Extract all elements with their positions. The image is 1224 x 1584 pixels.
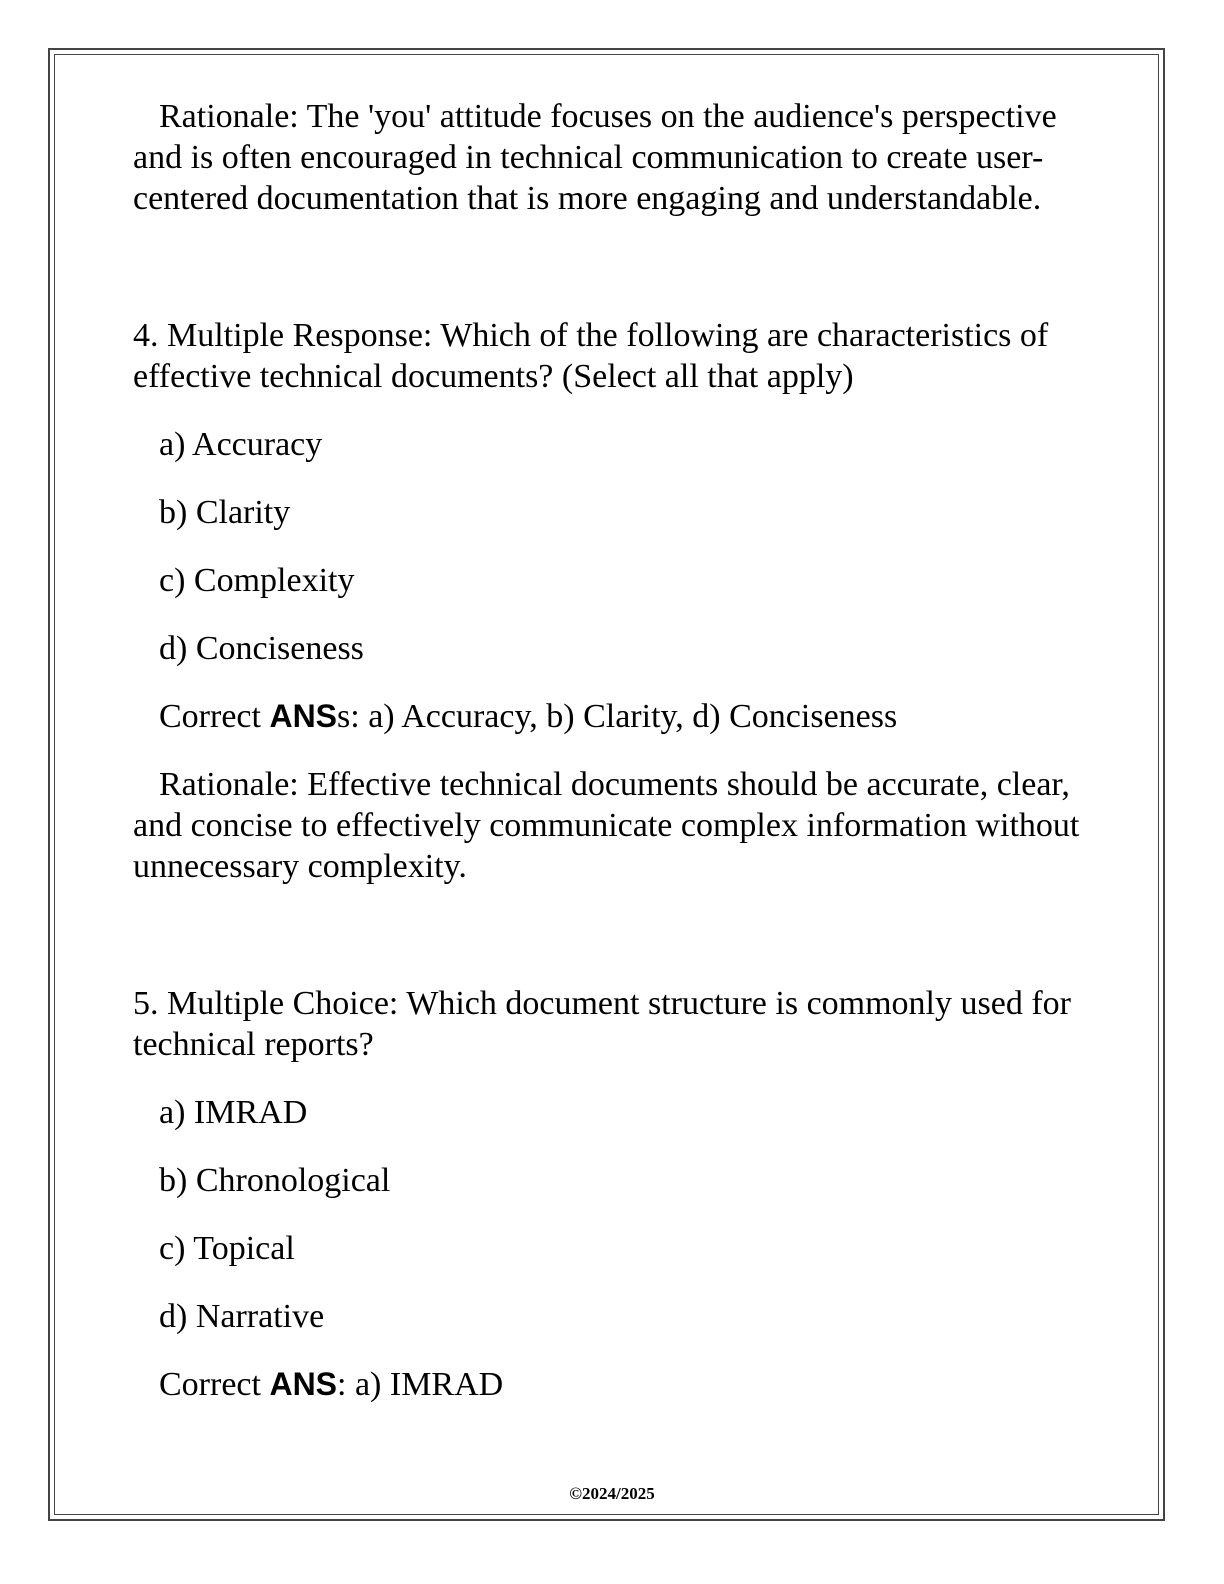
q4-correct-answer [133,696,1093,737]
q4-option-b: b) Clarity [159,494,291,531]
answer-value: : a) IMRAD [337,1366,504,1403]
q5-option-d: d) Narrative [159,1298,325,1335]
q5-option-b: b) Chronological [159,1162,391,1199]
document-body [133,96,1093,1405]
question-4-text: 4. Multiple Response: Which of the following are characteristics of effective technical documents? (Select all that apply) [133,317,1049,395]
q5-correct-answer [133,1364,1093,1405]
answer-value: s: a) Accuracy, b) Clarity, d) Conciseness [337,698,898,735]
answer-prefix: Correct [159,698,270,735]
spacer [133,887,1093,983]
rationale-text: Rationale: The 'you' attitude focuses on the audience's perspective and is often encouraged in technical communication to create user-centered documentation that is more engaging and understandable. [133,98,1057,217]
copyright-footer: ©2024/2025 [569,1484,655,1503]
q4-option-a: a) Accuracy [159,426,323,463]
q4-option-d: d) Conciseness [159,630,364,667]
question-5-text: 5. Multiple Choice: Which document structure is commonly used for technical reports? [133,985,1071,1063]
answer-label: ANS [269,698,338,734]
q4-option-c: c) Complexity [159,562,355,599]
q5-option-c: c) Topical [159,1230,295,1267]
answer-prefix: Correct [159,1366,270,1403]
spacer [133,219,1093,315]
answer-label: ANS [269,1366,338,1402]
q5-option-a: a) IMRAD [159,1094,308,1131]
q4-rationale: Rationale: Effective technical documents should be accurate, clear, and concise to effectively communicate complex information without unnecessary complexity. [133,766,1080,885]
